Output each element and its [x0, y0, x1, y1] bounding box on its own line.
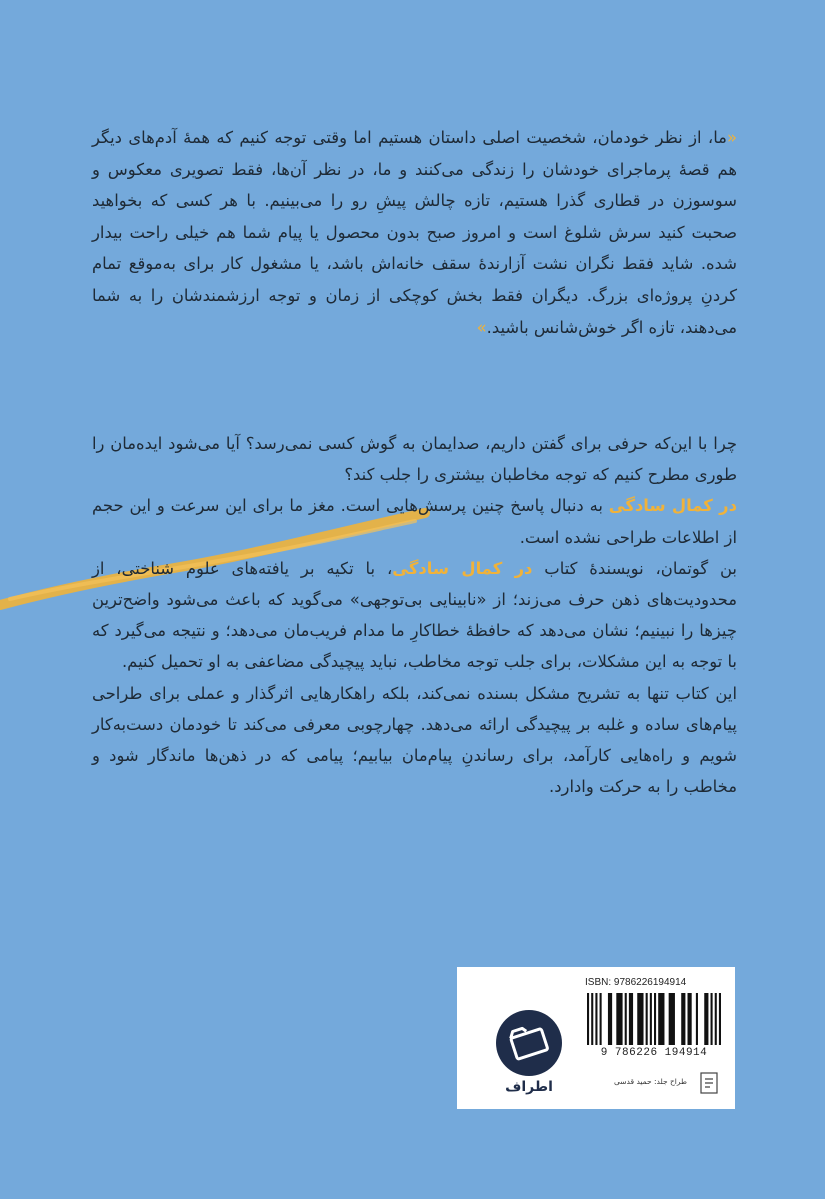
barcode-bar	[595, 993, 597, 1045]
barcode-bar	[669, 993, 675, 1045]
barcode-bar	[608, 993, 612, 1045]
barcode-bar	[650, 993, 652, 1045]
barcode-bar	[625, 993, 627, 1045]
barcode-bar	[681, 993, 685, 1045]
barcode-bar	[646, 993, 648, 1045]
publisher-mini-logo-icon	[699, 1071, 719, 1095]
barcode-bar	[629, 993, 633, 1045]
quote-text: ما، از نظر خودمان، شخصیت اصلی داستان هستیم اما وقتی توجه کنیم که همهٔ آدم‌های دیگر هم قصهٔ پرماجرای خودشان را زندگی می‌کنند و ما، در نظر آن‌ها، فقط تصویری معکوس و سوسوزن در قطاری گذرا هستیم، تازه چالش پیشِ رو را می‌بینیم. با هر کسی که بخواهید صحبت کنید سرش شلوغ است و امروز صبح بدون محصول یا پیام شما هم خیلی راحت بیدار شده. شاید فقط نگران نشت آزارندهٔ سقف خانه‌اش باشد، یا مشغول کار برای به‌موقع تمام کردنِ پروژه‌ای بزرگ. دیگران فقط بخش کوچکی از زمان و توجه ارزشمندشان را به شما می‌دهند، تازه اگر خوش‌شانس باشید.	[92, 128, 737, 337]
cover-designer-credit: طراح جلد: حمید قدسی	[614, 1077, 687, 1086]
barcode-bar	[600, 993, 602, 1045]
barcode-bar	[587, 993, 589, 1045]
paragraph-1-text-b: به دنبال پاسخ چنین پرسش‌هایی است. مغز ما برای این سرعت و این حجم از اطلاعات طراحی نشده است.	[92, 496, 737, 547]
barcode-bar	[715, 993, 717, 1045]
book-title-highlight-1: در کمال سادگی	[608, 496, 737, 516]
barcode-bar	[591, 993, 593, 1045]
barcode-bar	[658, 993, 664, 1045]
book-title-highlight-2: در کمال سادگی	[392, 558, 533, 578]
barcode-digits: 9 786226 194914	[600, 1047, 708, 1059]
quote-open-mark: «	[726, 128, 737, 147]
description-paragraph-2	[92, 553, 737, 678]
description-paragraph-1	[92, 428, 737, 553]
paragraph-2-text-b: ، با تکیه بر یافته‌های علوم شناختی، از محدودیت‌های ذهن حرف می‌زند؛ از «نابینایی بی‌توجهی» می‌گوید که باعث می‌شود واضح‌ترین چیزها را نبینیم؛ نشان می‌دهد که حافظهٔ خطاکارِ ما مدام فریب‌مان می‌دهد؛ و نتیجه می‌گیرد که با توجه به این مشکلات، برای جلب توجه مخاطب، نباید پیچیدگی مضاعفی به او تحمیل کنیم.	[92, 558, 737, 672]
isbn-barcode	[587, 993, 721, 1045]
barcode-bar	[704, 993, 708, 1045]
barcode-bar	[719, 993, 721, 1045]
isbn-label: ISBN: 9786226194914	[585, 977, 687, 988]
paragraph-2-text-a: بن گوتمان، نویسندهٔ کتاب	[544, 558, 737, 578]
barcode-bar	[616, 993, 622, 1045]
back-cover-quote	[92, 122, 737, 343]
barcode-bar	[688, 993, 692, 1045]
quote-close-mark: »	[476, 317, 487, 337]
paragraph-1-text-a: چرا با این‌که حرفی برای گفتن داریم، صدایمان به گوش کسی نمی‌رسد؟ آیا می‌شود ایده‌مان را طوری مطرح کنیم که توجه مخاطبان بیشتری را جلب کند؟	[92, 434, 737, 485]
barcode-bar	[696, 993, 698, 1045]
barcode-bar	[637, 993, 643, 1045]
publisher-logo-icon	[495, 1009, 563, 1077]
book-description	[92, 428, 737, 802]
description-paragraph-3: این کتاب تنها به تشریح مشکل بسنده نمی‌کند، بلکه راهکارهایی اثرگذار و عملی برای طراحی پیام‌های ساده و غلبه بر پیچیدگی ارائه می‌دهد. چهارچوبی معرفی می‌کند تا خودمان دست‌به‌کار شویم و راه‌هایی کارآمد، برای رساندنِ پیام‌مان بیابیم؛ پیامی که در ذهن‌ها ماندگار شود و مخاطب را به حرکت وادارد.	[92, 683, 737, 797]
publisher-name: اطراف	[505, 1079, 553, 1095]
barcode-bar	[654, 993, 656, 1045]
isbn-info-box	[457, 967, 735, 1109]
barcode-bar	[711, 993, 713, 1045]
